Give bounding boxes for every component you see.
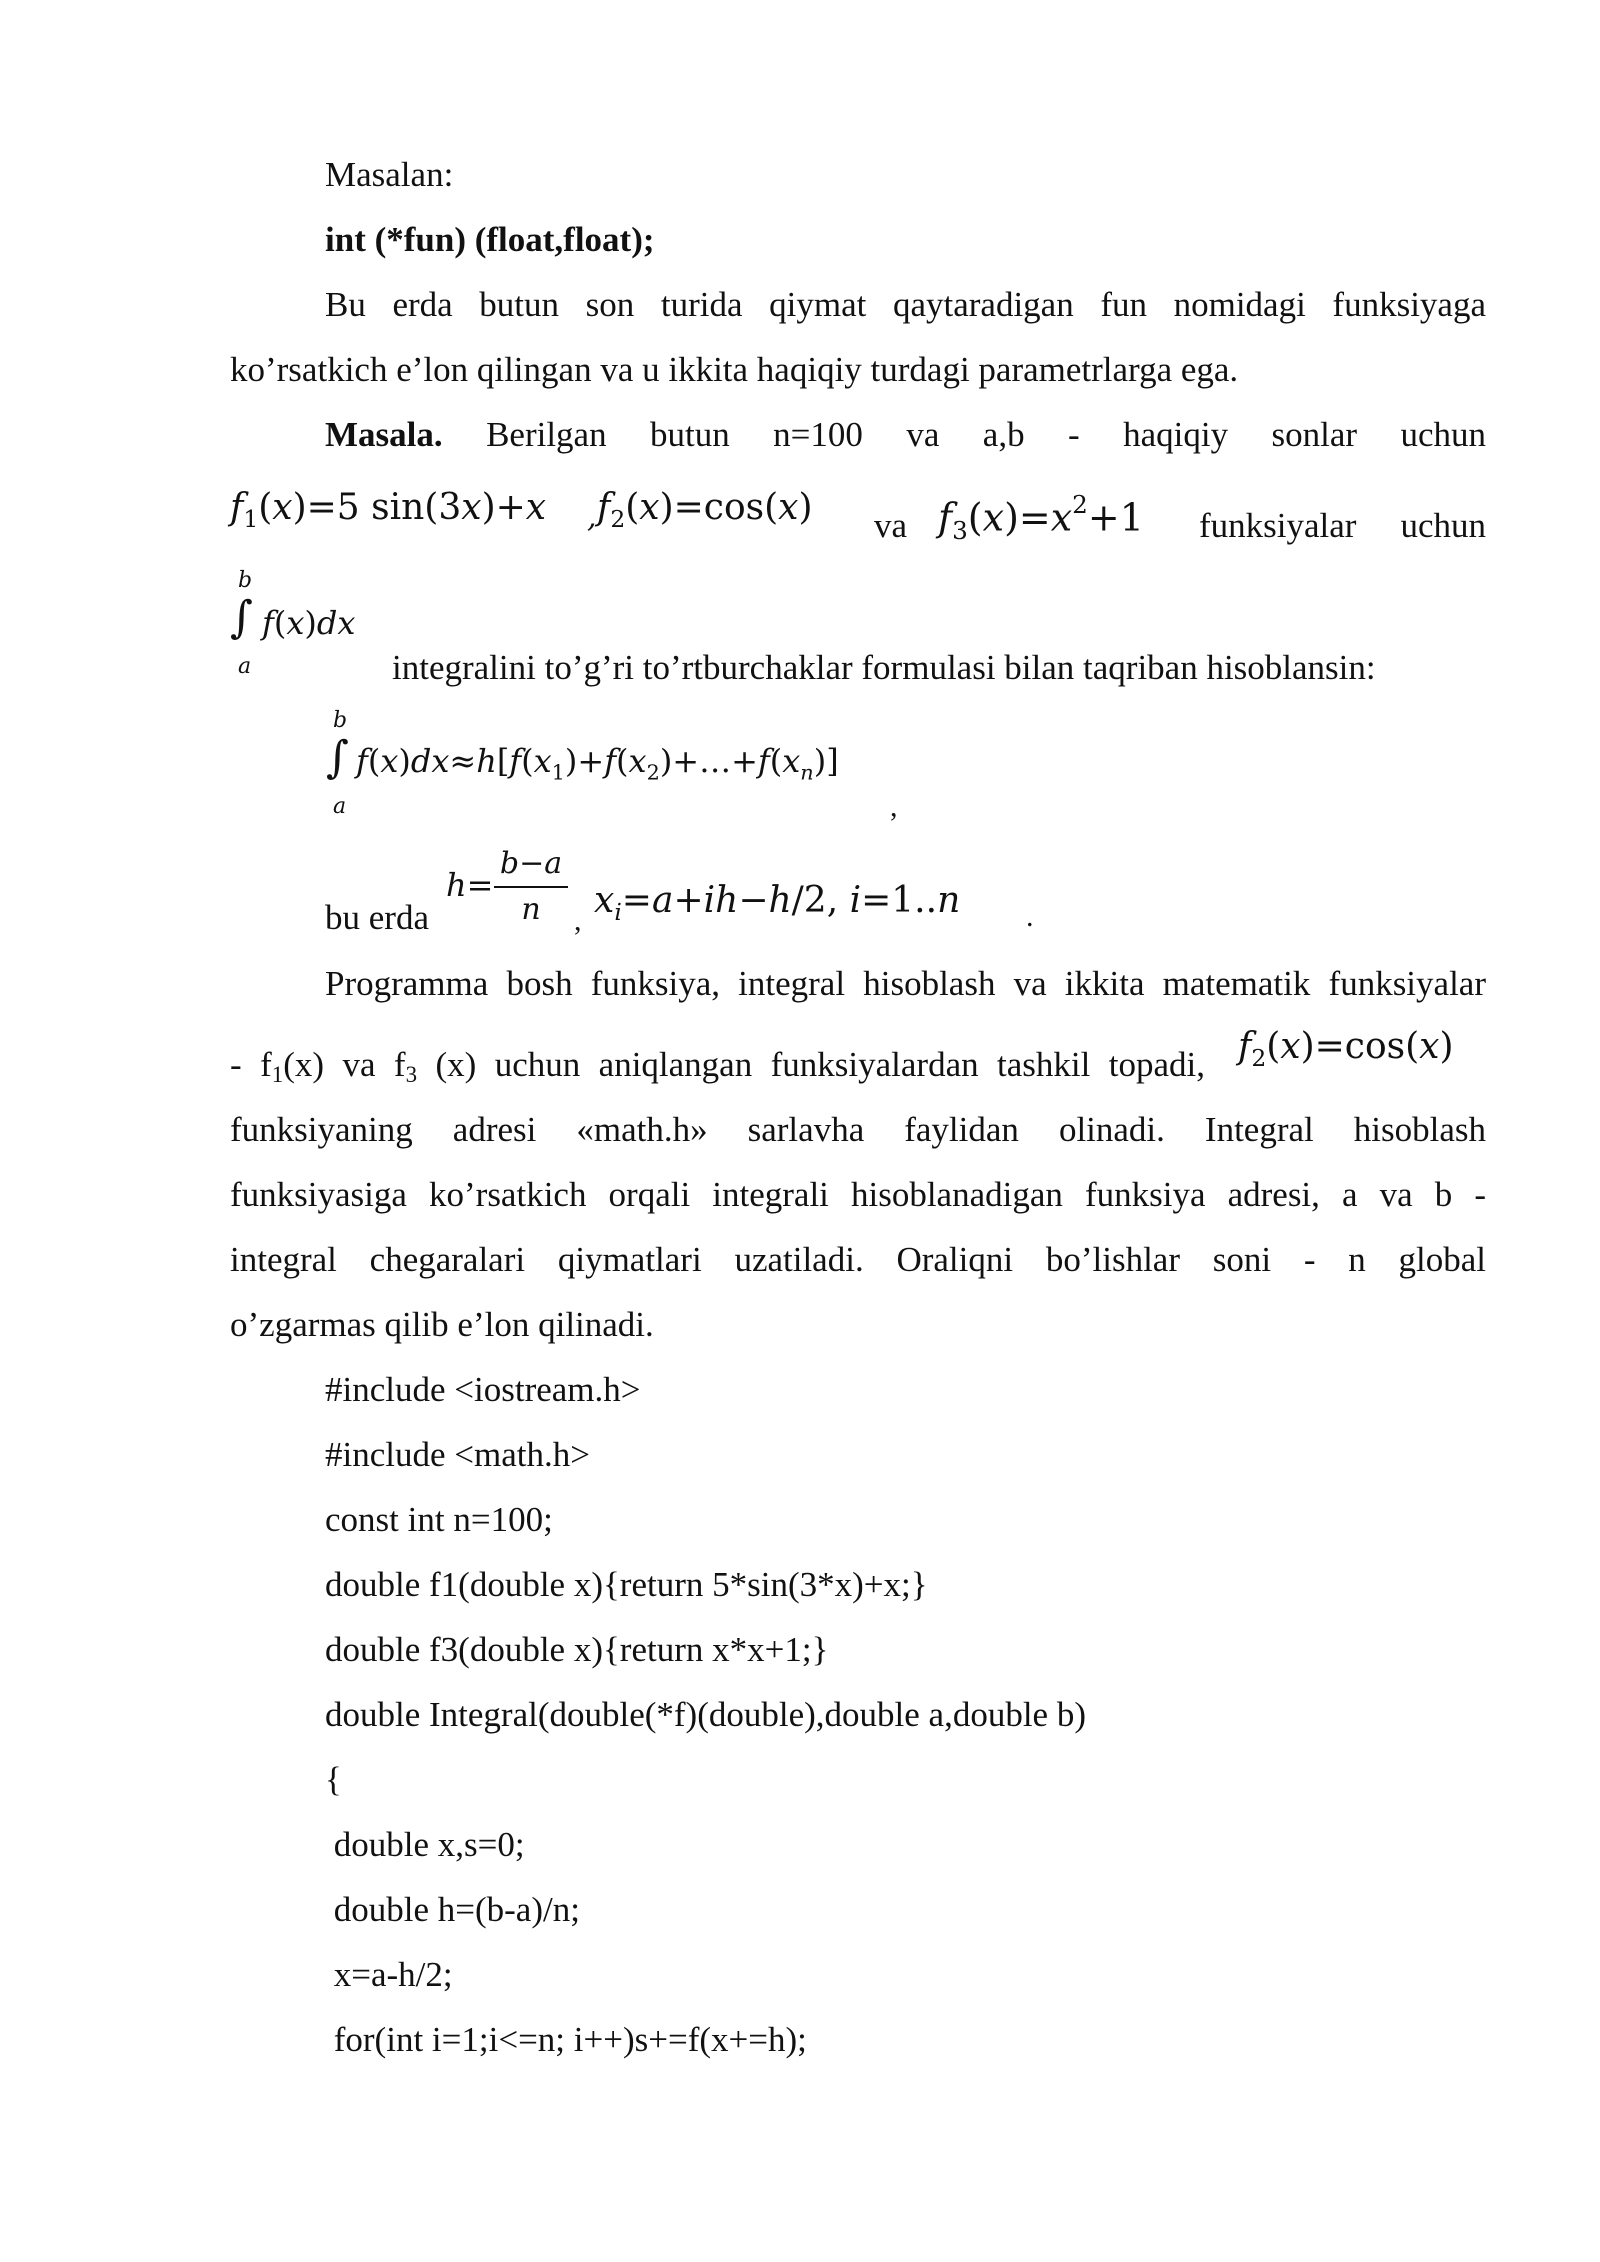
code-line: double x,s=0;: [325, 1825, 525, 1864]
rect-lower-limit: a: [333, 794, 347, 819]
program-line-2: [230, 1044, 1205, 1096]
program-line-2-part-c: (x) uchun aniqlangan funksiyalardan tashkil topadi,: [435, 1045, 1205, 1084]
h-numerator: b−a: [499, 846, 563, 881]
code-line: for(int i=1;i<=n; i++)s+=f(x+=h);: [325, 2020, 807, 2059]
integral-task-text: integralini to’g’ri to’rtburchaklar formulasi bilan taqriban hisoblansin:: [392, 648, 1376, 687]
task-bold-label: Masala.: [325, 415, 443, 454]
task-statement-text: Berilgan butun n=100 va a,b - haqiqiy sonlar uchun: [486, 415, 1487, 454]
h-comma: ,: [574, 904, 582, 937]
program-line-4: funksiyasiga ko’rsatkich orqali integrali hisoblanadigan funksiya adresi, a va b -: [230, 1175, 1486, 1214]
va-word: va: [874, 506, 908, 545]
code-line: double h=(b-a)/n;: [325, 1890, 580, 1929]
h-denominator: n: [521, 892, 541, 927]
integral-lower-limit: a: [238, 654, 252, 679]
rect-integral-sign: ∫: [326, 732, 349, 783]
code-line: double Integral(double(*f)(double),double a,double b): [325, 1695, 1086, 1734]
code-line: double f1(double x){return 5*sin(3*x)+x;}: [325, 1565, 928, 1604]
integral-sign: ∫: [230, 592, 253, 643]
code-line: double f3(double x){return x*x+1;}: [325, 1630, 829, 1669]
code-line: {: [325, 1760, 342, 1799]
task-statement: [325, 414, 1486, 456]
integral-upper-limit: b: [238, 568, 253, 593]
xi-formula: $x_i=a+ih-h/2$, i=1..n: [594, 880, 961, 927]
masalan-label: Masalan:: [325, 155, 454, 194]
code-line: x=a-h/2;: [325, 1955, 453, 1994]
function-pointer-declaration: int (*fun) (float,float);: [325, 220, 655, 259]
explanation-line-1: Bu erda butun son turida qiymat qaytaradigan fun nomidagi funksiyaga: [325, 285, 1486, 324]
program-line-2-part-b: (x) va f: [283, 1045, 406, 1084]
formula-f2: $f_2(x)=\cos(x)$: [597, 487, 813, 534]
program-line-1: Programma bosh funksiya, integral hisoblash va ikkita matematik funksiyalar: [325, 964, 1486, 1003]
code-line: const int n=100;: [325, 1500, 553, 1539]
rect-upper-limit: b: [333, 708, 348, 733]
rect-comma: ,: [890, 790, 898, 823]
subscript-1: 1: [271, 1062, 284, 1087]
integral-integrand: f(x)dx: [262, 604, 356, 642]
formula-f1: $f_1(x)=5$ sin(3x)+x: [230, 487, 547, 534]
xi-period: .: [1026, 900, 1034, 933]
formula-f2-inline: $f_2(x)=\cos(x)$: [1238, 1026, 1454, 1073]
formula-f3: $f_3(x)=x^2+1$: [938, 490, 1144, 545]
program-line-5: integral chegaralari qiymatlari uzatiladi. Oraliqni bo’lishlar soni - n global: [230, 1240, 1486, 1279]
h-symbol: h=: [446, 866, 494, 904]
explanation-line-2: ko’rsatkich e’lon qilingan va u ikkita haqiqiy turdagi parametrlarga ega.: [230, 350, 1239, 389]
bu-erda-text: bu erda: [325, 898, 429, 937]
code-line: #include <math.h>: [325, 1435, 590, 1474]
funksiyalar-uchun-text: funksiyalar uchun: [1199, 506, 1486, 545]
program-line-6: o’zgarmas qilib e’lon qilinadi.: [230, 1305, 654, 1344]
program-line-3: funksiyaning adresi «math.h» sarlavha faylidan olinadi. Integral hisoblash: [230, 1110, 1486, 1149]
code-line: #include <iostream.h>: [325, 1370, 641, 1409]
rect-formula: $f(x)dx\approx h[f(x_1)+f(x_2)+\dots+f(x_n)]$: [356, 742, 839, 785]
fraction-bar: [494, 886, 568, 888]
comma: ,: [587, 500, 597, 535]
program-line-2-part-a: - f: [230, 1045, 272, 1084]
subscript-3: 3: [405, 1062, 418, 1087]
